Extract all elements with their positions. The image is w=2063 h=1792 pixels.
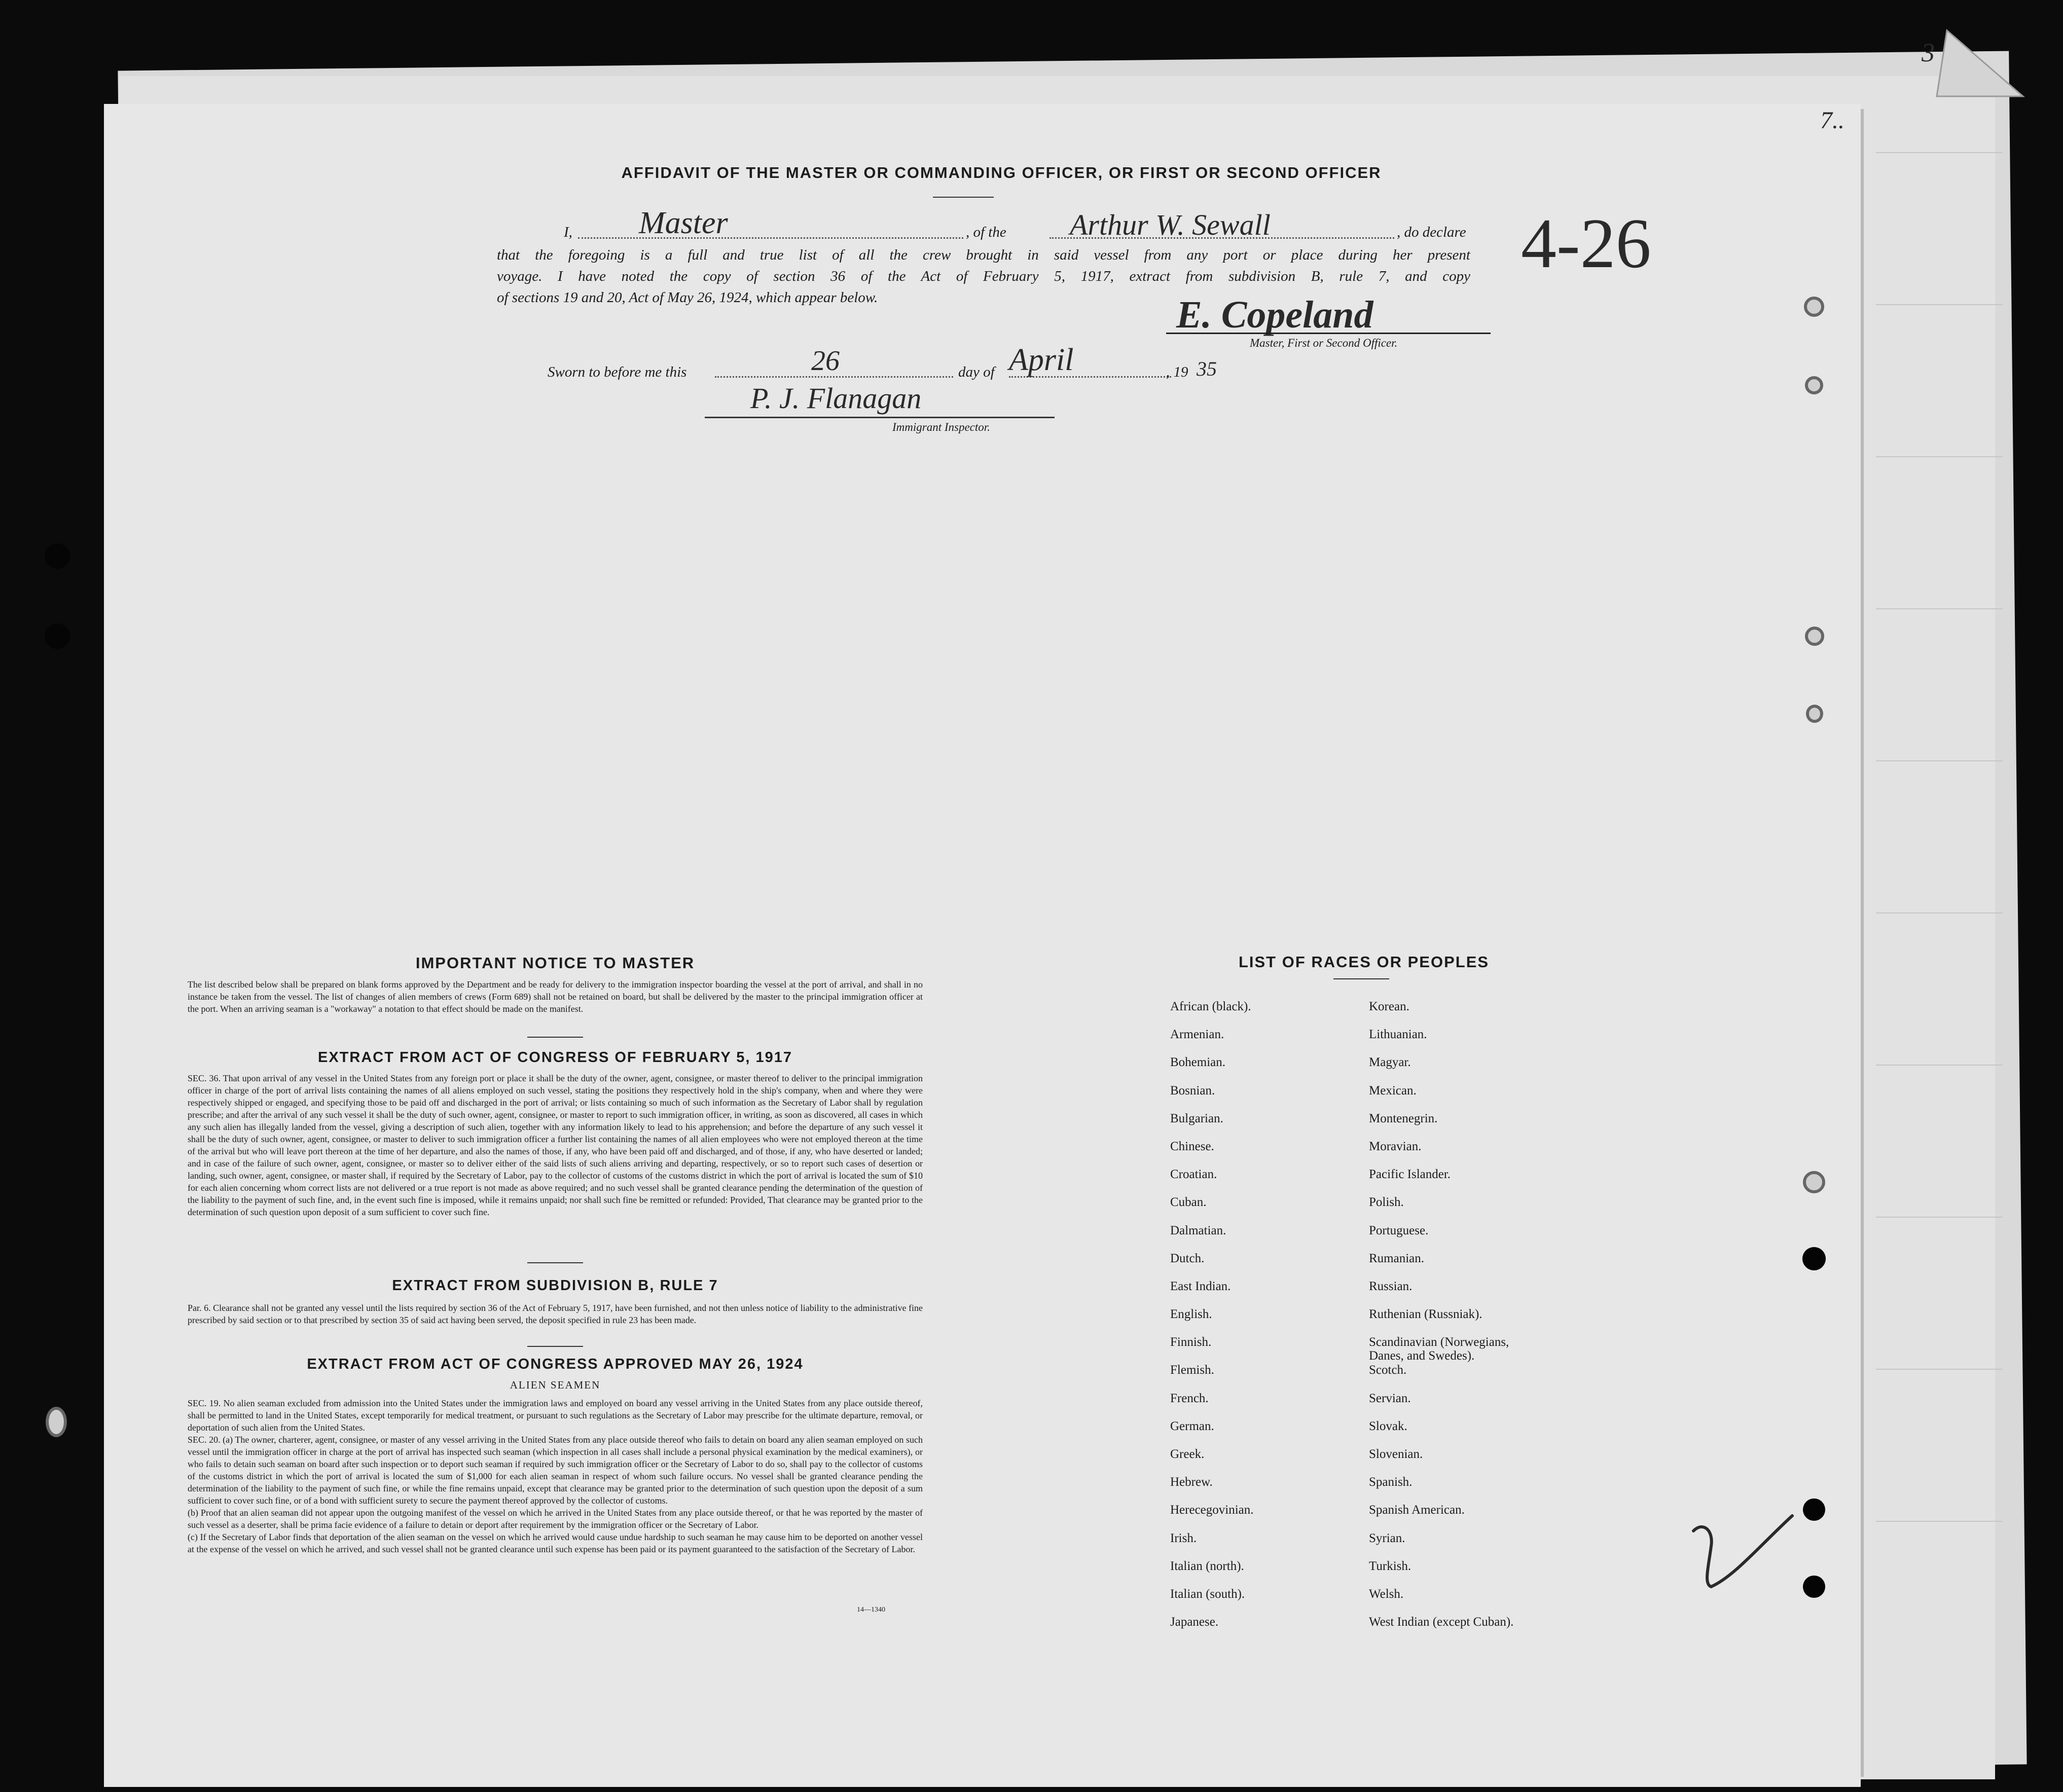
signature-line	[1166, 333, 1491, 334]
race-item: Chinese.	[1170, 1139, 1214, 1153]
folded-corner	[1927, 20, 2028, 101]
ruled-line	[1876, 1217, 2003, 1218]
race-item: Flemish.	[1170, 1363, 1214, 1377]
race-item: Russian.	[1369, 1279, 1413, 1293]
race-item: Dutch.	[1170, 1251, 1205, 1265]
page-edge	[1861, 109, 1864, 1777]
year-handwritten: 35	[1197, 357, 1217, 380]
race-item: Moravian.	[1369, 1139, 1422, 1153]
margin-note: 4-26	[1521, 204, 1651, 283]
race-item: Italian (north).	[1170, 1559, 1244, 1573]
section-rule	[527, 1346, 583, 1347]
races-right-column	[1369, 1000, 1521, 1643]
race-item: Servian.	[1369, 1391, 1411, 1405]
sec20c-text: (c) If the Secretary of Labor finds that deportation of the alien seaman on the vessel on which he arrived would cause undue hardship to such seaman he may cause him to be deported on another vessel at the expense of the vessel on which he arrived, and such vessel shall not be granted clearance until such expense has been paid or its payment guaranteed to the satisfaction of the Secretary of Labor.	[188, 1532, 923, 1554]
race-item: Bosnian.	[1170, 1083, 1215, 1098]
race-item: Spanish American.	[1369, 1503, 1465, 1517]
ruled-line	[1876, 760, 2003, 761]
race-item: Portuguese.	[1369, 1223, 1429, 1237]
section-rule	[527, 1262, 583, 1263]
race-item: Italian (south).	[1170, 1587, 1245, 1601]
punch-hole	[45, 624, 70, 649]
rule7-title: EXTRACT FROM SUBDIVISION B, RULE 7	[392, 1277, 718, 1294]
inspector-caption: Immigrant Inspector.	[892, 421, 990, 433]
vessel-handwritten: Arthur W. Sewall	[1070, 208, 1271, 241]
year-label: , 19	[1166, 364, 1188, 380]
race-item: Finnish.	[1170, 1335, 1212, 1349]
ruled-line	[1876, 608, 2003, 609]
inspector-signature: P. J. Flanagan	[750, 382, 922, 415]
check-mark	[1688, 1501, 1800, 1602]
affidavit-line: voyage. I have noted the copy of section 36 of the Act of February 5, 1917, extract from subdivision B, rule 7, and copy	[497, 268, 1470, 284]
ruled-line	[1876, 152, 2003, 153]
race-item: Hebrew.	[1170, 1475, 1213, 1489]
race-item: West Indian (except Cuban).	[1369, 1615, 1514, 1629]
punch-hole	[1805, 376, 1823, 394]
race-item: Scandinavian (Norwegians, Danes, and Swedes).	[1369, 1335, 1509, 1363]
race-item: Mexican.	[1369, 1083, 1417, 1098]
rank-handwritten: Master	[639, 206, 728, 240]
ruled-line	[1876, 456, 2003, 457]
race-item: Scotch.	[1369, 1363, 1407, 1377]
sec20a-text: SEC. 20. (a) The owner, charterer, agent, consignee, or master of any vessel arriving in the United States from any place outside thereof who fails to detain on board any alien seaman employed on such vessel until the immigration officer in charge at the port of arrival has inspected such seaman (which inspection in all cases shall include a personal physical examination by the medical examiners), or who fails to detain such seaman on board after such inspection or to deport such seaman if required by such immigration officer or the Secretary of Labor to do so, shall pay to the collector of customs of the customs district in which the port of arrival is located the sum of $1,000 for each alien seaman in respect of whom such failure occurs. No vessel shall be granted clearance pending the determination of the liability to the payment of such fine, or while the fine remains unpaid, except that clearance may be granted prior to the determination of such question upon the deposit of a sum sufficient to cover such fine, or of a bond with sufficient surety to secure the payment thereof approved by the collector of customs.	[188, 1435, 923, 1506]
extract-1917-body: SEC. 36. That upon arrival of any vessel in the United States from any foreign port or place it shall be the duty of the owner, agent, consignee, or master thereof to deliver to the principal immigration officer in charge of the port of arrival lists containing the names of all aliens employed on such vessel, stating the positions they respectively hold in the ship's company, when and where they were respectively shipped or engaged, and specifying those to be paid off and discharged in the port of arrival; or lists containing so much of such information as the Secretary of Labor shall by regulation prescribe; and after the arrival of any such vessel it shall be the duty of such owner, agent, consignee, or master to report to such immigration officer, in writing, as soon as discovered, all cases in which any such alien has illegally landed from the vessel, giving a description of such alien, together with any information likely to lead to his apprehension; and before the departure of any such vessel it shall be the duty of such owner, agent, consignee, or master to deliver to such immigration officer a further list containing the names of all alien employees who were not employed thereon at the time of the arrival but who will leave port thereon at the time of her departure, and also the names of those, if any, who have been paid off and discharged, and of those, if any, who have deserted or landed; and in case of the failure of such owner, agent, consignee, or master so to deliver either of the said lists of such aliens arriving and departing, respectively, or so to report such cases of desertion or landing, such owner, agent, consignee, or master shall, if required by the Secretary of Labor, pay to the collector of customs of the customs district in which the port of arrival is located the sum of $10 for each alien concerning whom correct lists are not delivered or a true report is not made as above required; and no such vessel shall be granted clearance pending the determination of the question of the liability to the payment of such fine, and, in the event such fine is imposed, while it remains unpaid; nor shall such fine be remitted or refunded: Provided, That clearance may be granted prior to the determination of such question upon deposit of a sum sufficient to cover such fine.	[188, 1073, 923, 1217]
affidavit-line: of sections 19 and 20, Act of May 26, 1924, which appear below.	[497, 289, 878, 306]
race-item: Irish.	[1170, 1531, 1197, 1545]
day-handwritten: 26	[811, 345, 840, 377]
title-rule	[933, 197, 994, 198]
rule7-body: Par. 6. Clearance shall not be granted any vessel until the lists required by section 36 of the Act of February 5, 1917, have been furnished, and not then unless notice of liability to the administrative fine prescribed by said section or to that prescribed by section 35 of said act having been served, the deposit specified in rule 23 has been made.	[188, 1303, 923, 1325]
races-title: LIST OF RACES OR PEOPLES	[1238, 953, 1490, 971]
rank-line	[578, 237, 963, 239]
race-item: Bulgarian.	[1170, 1111, 1223, 1125]
ruled-line	[1876, 912, 2003, 913]
notice-title: IMPORTANT NOTICE TO MASTER	[415, 954, 695, 972]
ruled-line	[1876, 1521, 2003, 1522]
punch-hole	[45, 543, 70, 569]
extract-1924-title: EXTRACT FROM ACT OF CONGRESS APPROVED MAY 26, 1924	[307, 1356, 804, 1372]
day-of-label: day of	[958, 364, 995, 380]
race-item: Herecegovinian.	[1170, 1503, 1254, 1517]
punch-hole	[1802, 1247, 1826, 1270]
affidavit-prefix: I,	[564, 224, 572, 240]
race-item: Pacific Islander.	[1369, 1167, 1451, 1182]
title-rule	[1333, 978, 1389, 979]
race-item: African (black).	[1170, 1000, 1251, 1013]
extract-1924-body	[188, 1397, 923, 1555]
race-item: French.	[1170, 1391, 1209, 1405]
punch-hole	[46, 1407, 67, 1437]
affidavit-title: AFFIDAVIT OF THE MASTER OR COMMANDING OFFICER, OR FIRST OR SECOND OFFICER	[621, 164, 1382, 181]
ruled-line	[1876, 1065, 2003, 1066]
top-mark: 7..	[1820, 107, 1844, 134]
sec20b-text: (b) Proof that an alien seaman did not appear upon the outgoing manifest of the vessel on which he arrived in the United States from any place outside thereof, or that he was reported by the master of such vessel as a deserter, shall be prima facie evidence of a failure to detain or deport after requirement by the immigration officer or the Secretary of Labor.	[188, 1508, 923, 1530]
race-item: Bohemian.	[1170, 1055, 1226, 1070]
race-item: Armenian.	[1170, 1028, 1224, 1042]
sec19-text: SEC. 19. No alien seaman excluded from admission into the United States under the immigration laws and employed on board any vessel arriving in the United States from any place outside thereof, shall be permitted to land in the United States, except temporarily for medical treatment, or pursuant to such regulations as the Secretary of Labor may prescribe for the ultimate departure, removal, or deportation of such alien from the United States.	[188, 1398, 923, 1433]
race-item: Dalmatian.	[1170, 1223, 1226, 1237]
sworn-label: Sworn to before me this	[548, 364, 687, 380]
race-item: Cuban.	[1170, 1195, 1207, 1210]
punch-hole	[1805, 627, 1824, 646]
race-item: German.	[1170, 1419, 1214, 1433]
race-item: East Indian.	[1170, 1279, 1231, 1293]
ruled-line	[1876, 1369, 2003, 1370]
punch-hole	[1803, 1576, 1825, 1598]
section-rule	[527, 1037, 583, 1038]
punch-hole	[1806, 705, 1823, 723]
affidavit-line: that the foregoing is a full and true list of all the crew brought in said vessel from any port or place during her present	[497, 247, 1470, 263]
race-item: Korean.	[1369, 1000, 1409, 1013]
race-item: Polish.	[1369, 1195, 1404, 1210]
race-item: Lithuanian.	[1369, 1028, 1427, 1042]
do-declare-label: , do declare	[1397, 224, 1466, 240]
race-item: Slovenian.	[1369, 1447, 1423, 1461]
corner-mark: 3	[1922, 39, 1935, 67]
month-handwritten: April	[1009, 343, 1074, 377]
race-item: Montenegrin.	[1369, 1111, 1438, 1125]
race-item: Greek.	[1170, 1447, 1205, 1461]
of-the-label: , of the	[966, 224, 1006, 240]
race-item: Croatian.	[1170, 1167, 1217, 1182]
race-item: Welsh.	[1369, 1587, 1404, 1601]
race-item: Ruthenian (Russniak).	[1369, 1307, 1482, 1322]
race-item: Japanese.	[1170, 1615, 1219, 1629]
notice-body: The list described below shall be prepared on blank forms approved by the Department and be ready for delivery to the immigration inspector boarding the vessel at the port of arrival, and shall in no instance be taken from the vessel. The list of changes of alien members of crews (Form 689) shall not be retained on board, but shall be delivered by the master to the principal immigration officer at the port. When an arriving seaman is a "workaway" a notation to that effect should be made on the manifest.	[188, 979, 923, 1014]
master-signature: E. Copeland	[1176, 294, 1373, 336]
extract-1924-subtitle: ALIEN SEAMEN	[510, 1379, 601, 1391]
race-item: Rumanian.	[1369, 1251, 1425, 1265]
extract-1917-title: EXTRACT FROM ACT OF CONGRESS OF FEBRUARY 5, 1917	[317, 1049, 793, 1066]
inspector-line	[705, 417, 1055, 418]
race-item: Slovak.	[1369, 1419, 1407, 1433]
race-item: Syrian.	[1369, 1531, 1405, 1545]
signature-caption: Master, First or Second Officer.	[1250, 337, 1398, 349]
form-number: 14—1340	[857, 1606, 885, 1614]
race-item: Turkish.	[1369, 1559, 1411, 1573]
punch-hole	[1803, 1498, 1825, 1521]
race-item: Spanish.	[1369, 1475, 1413, 1489]
race-item: English.	[1170, 1307, 1212, 1322]
ruled-line	[1876, 304, 2003, 305]
race-item: Magyar.	[1369, 1055, 1411, 1070]
punch-hole	[1804, 297, 1824, 317]
races-left-column	[1170, 1000, 1254, 1643]
punch-hole	[1803, 1171, 1825, 1193]
